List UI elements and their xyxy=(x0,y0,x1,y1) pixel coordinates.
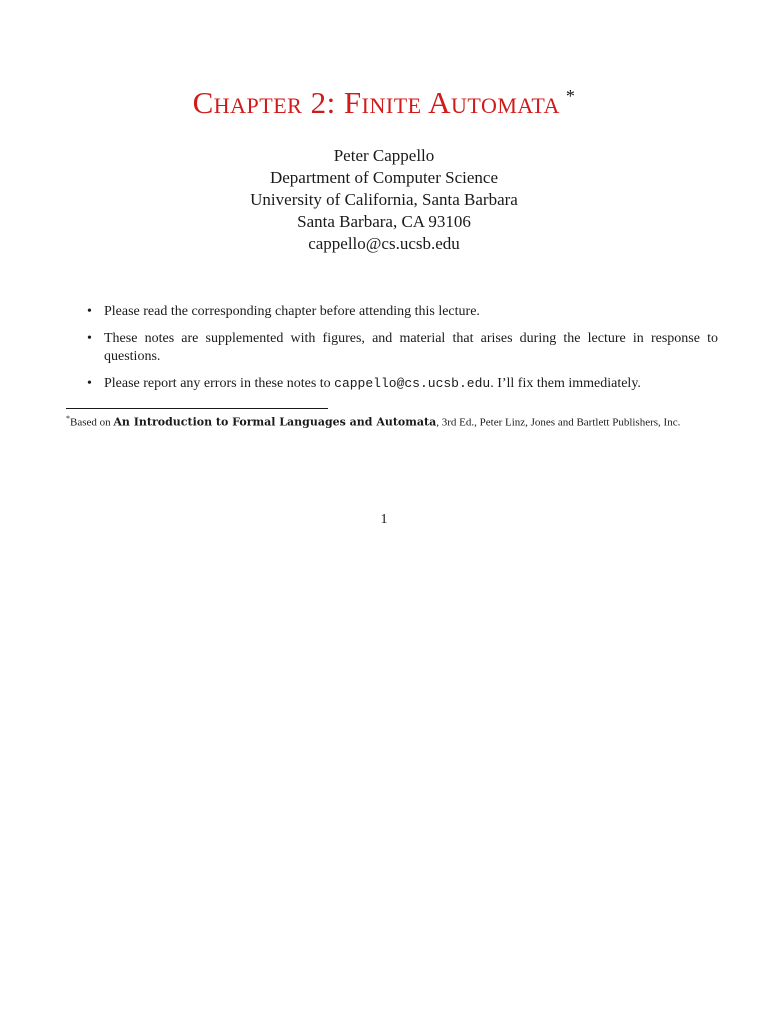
notes-bullet-list xyxy=(84,303,718,402)
footnote-prefix: Based on xyxy=(70,416,114,429)
bullet-text-before: Please report any errors in these notes to xyxy=(104,376,335,391)
title-footnote-marker: * xyxy=(565,85,576,106)
bullet-icon: • xyxy=(87,331,92,346)
author-department: Department of Computer Science xyxy=(269,168,498,187)
author-block xyxy=(0,145,768,255)
chapter-title xyxy=(0,84,768,121)
report-email: cappello@cs.ucsb.edu xyxy=(334,376,491,391)
footnote xyxy=(66,411,716,431)
list-item xyxy=(84,303,718,321)
footnote-book-title: An Introduction to Formal Languages and Automata xyxy=(113,415,437,429)
author-name: Peter Cappello xyxy=(333,146,435,165)
footnote-suffix: , 3rd Ed., Peter Linz, Jones and Bartlett Publishers, Inc. xyxy=(436,416,681,429)
footnote-divider xyxy=(66,408,328,409)
author-city: Santa Barbara, CA 93106 xyxy=(297,212,471,231)
bullet-text: Please read the corresponding chapter before attending this lecture. xyxy=(104,304,480,319)
bullet-icon: • xyxy=(87,304,92,319)
list-item xyxy=(84,330,718,366)
chapter-title-text: Chapter 2: Finite Automata xyxy=(192,85,560,120)
author-email: cappello@cs.ucsb.edu xyxy=(308,234,460,253)
bullet-icon: • xyxy=(87,376,92,391)
bullet-text-after: . I’ll fix them immediately. xyxy=(490,376,641,391)
author-university: University of California, Santa Barbara xyxy=(250,190,518,209)
list-item xyxy=(84,375,718,393)
bullet-text: These notes are supplemented with figures, and material that arises during the lecture in response to questions. xyxy=(104,331,718,364)
page-number: 1 xyxy=(380,512,388,527)
footnote-marker: * xyxy=(66,414,70,423)
